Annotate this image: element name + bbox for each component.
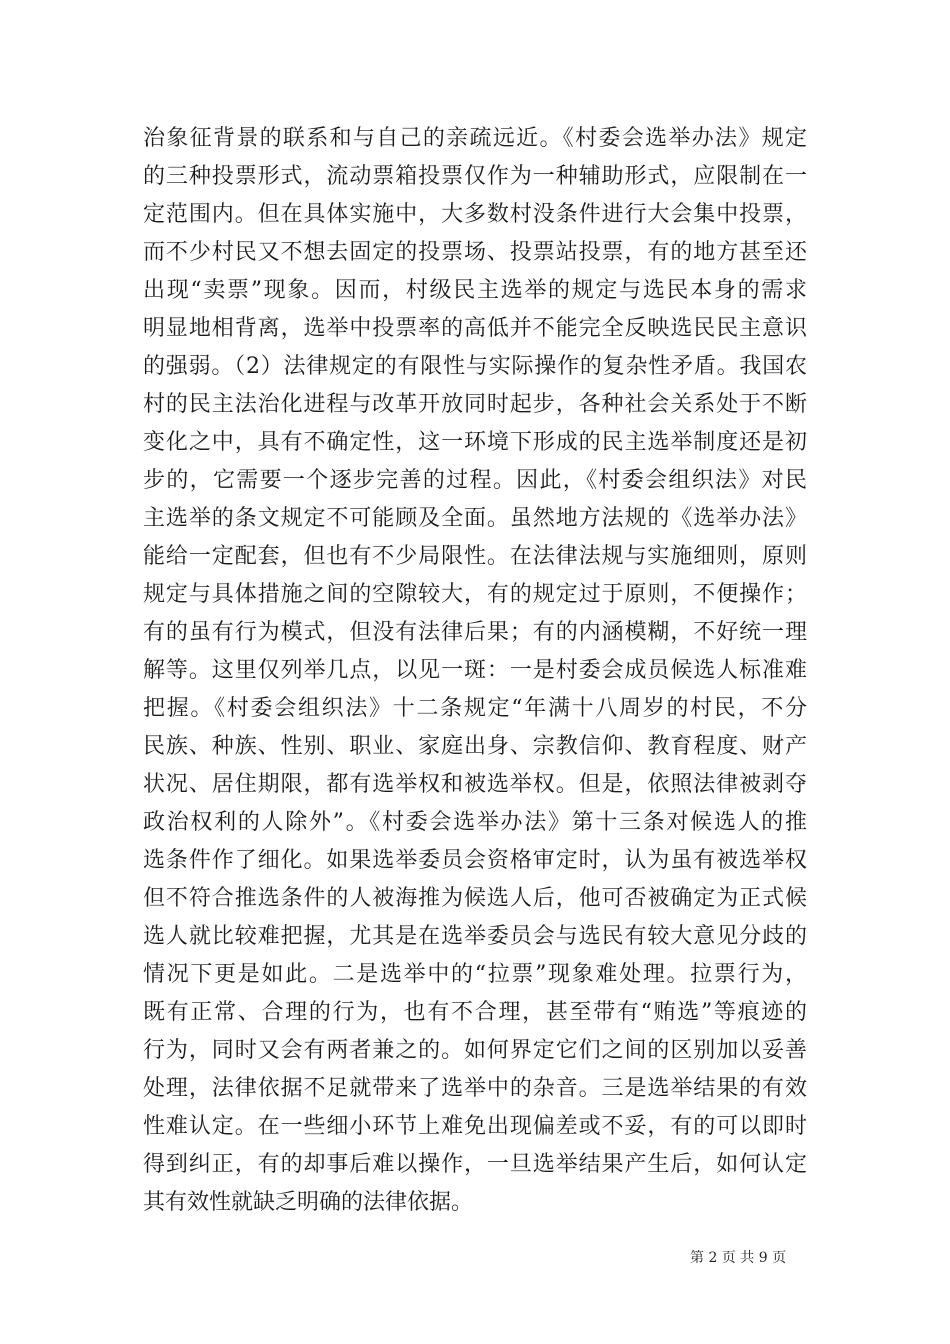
text-line: 步的，它需要一个逐步完善的过程。因此，《村委会组织法》对民 (143, 468, 807, 493)
text-line: 选人就比较难把握，尤其是在选举委员会与选民有较大意见分歧的 (143, 924, 807, 949)
text-line: 既有正常、合理的行为，也有不合理，甚至带有“贿选”等痕迹的 (143, 1000, 807, 1025)
text-line: 性难认定。在一些细小环节上难免出现偏差或不妥，有的可以即时 (143, 1114, 807, 1139)
text-line: 得到纠正，有的却事后难以操作，一旦选举结果产生后，如何认定 (143, 1152, 807, 1177)
text-line: 但不符合推选条件的人被海推为候选人后，他可否被确定为正式候 (143, 886, 807, 911)
text-line: 其有效性就缺乏明确的法律依据。 (143, 1190, 474, 1215)
text-line: 明显地相背离，选举中投票率的高低并不能完全反映选民民主意识 (143, 316, 807, 341)
text-line: 能给一定配套，但也有不少局限性。在法律法规与实施细则，原则 (143, 544, 807, 569)
text-line: 把握。《村委会组织法》十二条规定“年满十八周岁的村民，不分 (143, 696, 807, 721)
page-number-footer: 第 2 页 共 9 页 (690, 1250, 787, 1266)
text-line: 的三种投票形式，流动票箱投票仅作为一种辅助形式，应限制在一 (143, 164, 807, 189)
text-line: 的强弱。（2）法律规定的有限性与实际操作的复杂性矛盾。我国农 (143, 354, 807, 379)
text-line: 状况、居住期限，都有选举权和被选举权。但是，依照法律被剥夺 (143, 772, 807, 797)
text-line: 政治权利的人除外”。《村委会选举办法》第十三条对候选人的推 (143, 810, 807, 835)
text-line: 变化之中，具有不确定性，这一环境下形成的民主选举制度还是初 (143, 430, 807, 455)
text-line: 有的虽有行为模式，但没有法律后果；有的内涵模糊，不好统一理 (143, 620, 807, 645)
text-line: 治象征背景的联系和与自己的亲疏远近。《村委会选举办法》规定 (143, 126, 807, 151)
text-line: 选条件作了细化。如果选举委员会资格审定时，认为虽有被选举权 (143, 848, 807, 873)
text-line: 出现“卖票”现象。因而，村级民主选举的规定与选民本身的需求 (143, 278, 807, 303)
body-paragraph (143, 120, 807, 1222)
text-line: 行为，同时又会有两者兼之的。如何界定它们之间的区别加以妥善 (143, 1038, 807, 1063)
text-line: 民族、种族、性别、职业、家庭出身、宗教信仰、教育程度、财产 (143, 734, 807, 759)
text-line: 而不少村民又不想去固定的投票场、投票站投票，有的地方甚至还 (143, 240, 807, 265)
text-line: 情况下更是如此。二是选举中的“拉票”现象难处理。拉票行为， (143, 962, 807, 987)
text-line: 主选举的条文规定不可能顾及全面。虽然地方法规的《选举办法》 (143, 506, 807, 531)
text-line: 解等。这里仅列举几点，以见一斑：一是村委会成员候选人标准难 (143, 658, 807, 683)
text-line: 定范围内。但在具体实施中，大多数村没条件进行大会集中投票， (143, 202, 807, 227)
text-line: 处理，法律依据不足就带来了选举中的杂音。三是选举结果的有效 (143, 1076, 807, 1101)
text-line: 村的民主法治化进程与改革开放同时起步，各种社会关系处于不断 (143, 392, 807, 417)
text-line: 规定与具体措施之间的空隙较大，有的规定过于原则，不便操作； (143, 582, 807, 607)
